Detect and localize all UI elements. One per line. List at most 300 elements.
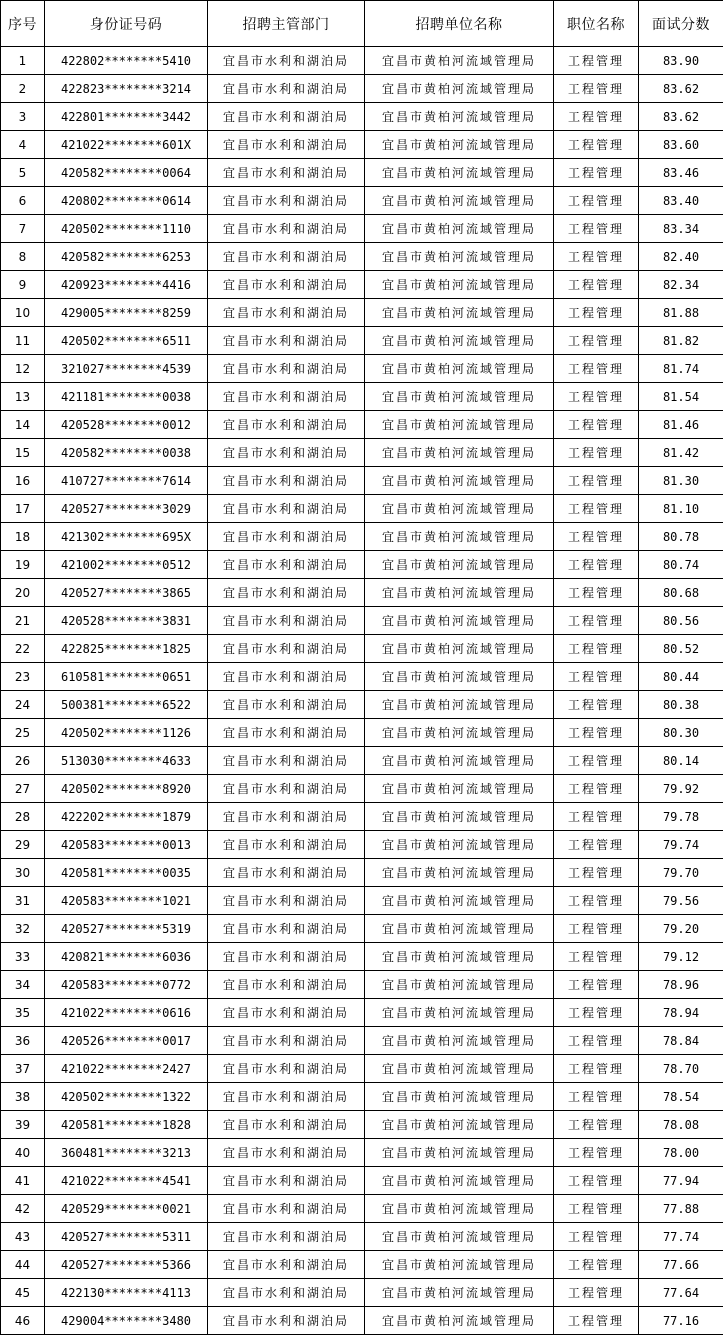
cell-score: 81.42 <box>639 439 723 467</box>
cell-id-number: 422801********3442 <box>45 103 208 131</box>
cell-score: 82.34 <box>639 271 723 299</box>
cell-seq: 45 <box>1 1279 45 1307</box>
cell-seq: 34 <box>1 971 45 999</box>
table-row <box>1 271 723 299</box>
table-row <box>1 775 723 803</box>
table-row <box>1 1251 723 1279</box>
header-id-number: 身份证号码 <box>45 1 208 47</box>
table-row <box>1 1279 723 1307</box>
table-row <box>1 943 723 971</box>
cell-id-number: 421022********4541 <box>45 1167 208 1195</box>
cell-unit: 宜昌市黄柏河流域管理局 <box>365 803 554 831</box>
cell-department: 宜昌市水利和湖泊局 <box>208 915 365 943</box>
cell-id-number: 420582********6253 <box>45 243 208 271</box>
cell-score: 81.88 <box>639 299 723 327</box>
table-row <box>1 747 723 775</box>
table-body <box>1 47 723 1335</box>
cell-seq: 31 <box>1 887 45 915</box>
cell-unit: 宜昌市黄柏河流域管理局 <box>365 159 554 187</box>
header-row <box>1 1 723 47</box>
cell-department: 宜昌市水利和湖泊局 <box>208 187 365 215</box>
table-row <box>1 1083 723 1111</box>
cell-score: 83.40 <box>639 187 723 215</box>
cell-score: 78.08 <box>639 1111 723 1139</box>
cell-department: 宜昌市水利和湖泊局 <box>208 131 365 159</box>
cell-position: 工程管理 <box>554 1055 639 1083</box>
cell-id-number: 420528********0012 <box>45 411 208 439</box>
cell-seq: 44 <box>1 1251 45 1279</box>
cell-score: 83.60 <box>639 131 723 159</box>
cell-position: 工程管理 <box>554 271 639 299</box>
cell-id-number: 420821********6036 <box>45 943 208 971</box>
cell-position: 工程管理 <box>554 411 639 439</box>
cell-position: 工程管理 <box>554 187 639 215</box>
cell-department: 宜昌市水利和湖泊局 <box>208 1251 365 1279</box>
table-row <box>1 103 723 131</box>
table-row <box>1 439 723 467</box>
cell-department: 宜昌市水利和湖泊局 <box>208 831 365 859</box>
table-row <box>1 467 723 495</box>
cell-id-number: 420582********0064 <box>45 159 208 187</box>
cell-unit: 宜昌市黄柏河流域管理局 <box>365 467 554 495</box>
cell-id-number: 321027********4539 <box>45 355 208 383</box>
cell-seq: 35 <box>1 999 45 1027</box>
cell-position: 工程管理 <box>554 691 639 719</box>
cell-score: 83.62 <box>639 103 723 131</box>
cell-position: 工程管理 <box>554 663 639 691</box>
table-row <box>1 355 723 383</box>
cell-seq: 37 <box>1 1055 45 1083</box>
cell-position: 工程管理 <box>554 1279 639 1307</box>
cell-position: 工程管理 <box>554 467 639 495</box>
cell-id-number: 420528********3831 <box>45 607 208 635</box>
cell-unit: 宜昌市黄柏河流域管理局 <box>365 383 554 411</box>
cell-unit: 宜昌市黄柏河流域管理局 <box>365 103 554 131</box>
cell-position: 工程管理 <box>554 1111 639 1139</box>
cell-score: 79.20 <box>639 915 723 943</box>
cell-score: 80.78 <box>639 523 723 551</box>
table-row <box>1 131 723 159</box>
cell-unit: 宜昌市黄柏河流域管理局 <box>365 635 554 663</box>
cell-seq: 24 <box>1 691 45 719</box>
cell-score: 79.70 <box>639 859 723 887</box>
cell-position: 工程管理 <box>554 971 639 999</box>
cell-score: 77.94 <box>639 1167 723 1195</box>
table-row <box>1 915 723 943</box>
cell-id-number: 421022********2427 <box>45 1055 208 1083</box>
table-row <box>1 1223 723 1251</box>
cell-department: 宜昌市水利和湖泊局 <box>208 943 365 971</box>
cell-unit: 宜昌市黄柏河流域管理局 <box>365 1251 554 1279</box>
cell-seq: 16 <box>1 467 45 495</box>
cell-unit: 宜昌市黄柏河流域管理局 <box>365 1279 554 1307</box>
cell-department: 宜昌市水利和湖泊局 <box>208 1111 365 1139</box>
cell-id-number: 421181********0038 <box>45 383 208 411</box>
cell-id-number: 420581********1828 <box>45 1111 208 1139</box>
cell-department: 宜昌市水利和湖泊局 <box>208 271 365 299</box>
cell-score: 80.14 <box>639 747 723 775</box>
cell-department: 宜昌市水利和湖泊局 <box>208 1167 365 1195</box>
table-row <box>1 47 723 75</box>
cell-department: 宜昌市水利和湖泊局 <box>208 467 365 495</box>
cell-position: 工程管理 <box>554 579 639 607</box>
cell-score: 79.12 <box>639 943 723 971</box>
cell-unit: 宜昌市黄柏河流域管理局 <box>365 747 554 775</box>
cell-score: 78.00 <box>639 1139 723 1167</box>
cell-department: 宜昌市水利和湖泊局 <box>208 607 365 635</box>
cell-score: 81.74 <box>639 355 723 383</box>
cell-unit: 宜昌市黄柏河流域管理局 <box>365 691 554 719</box>
cell-score: 78.70 <box>639 1055 723 1083</box>
cell-seq: 25 <box>1 719 45 747</box>
cell-position: 工程管理 <box>554 327 639 355</box>
cell-position: 工程管理 <box>554 1195 639 1223</box>
cell-id-number: 420802********0614 <box>45 187 208 215</box>
cell-score: 81.46 <box>639 411 723 439</box>
cell-department: 宜昌市水利和湖泊局 <box>208 1027 365 1055</box>
cell-position: 工程管理 <box>554 1251 639 1279</box>
cell-position: 工程管理 <box>554 103 639 131</box>
cell-department: 宜昌市水利和湖泊局 <box>208 971 365 999</box>
cell-position: 工程管理 <box>554 215 639 243</box>
cell-score: 79.78 <box>639 803 723 831</box>
header-seq: 序号 <box>1 1 45 47</box>
cell-id-number: 420923********4416 <box>45 271 208 299</box>
cell-position: 工程管理 <box>554 439 639 467</box>
cell-seq: 32 <box>1 915 45 943</box>
cell-id-number: 420527********5311 <box>45 1223 208 1251</box>
cell-unit: 宜昌市黄柏河流域管理局 <box>365 607 554 635</box>
table-row <box>1 635 723 663</box>
cell-position: 工程管理 <box>554 1027 639 1055</box>
cell-unit: 宜昌市黄柏河流域管理局 <box>365 411 554 439</box>
header-unit: 招聘单位名称 <box>365 1 554 47</box>
cell-id-number: 421022********0616 <box>45 999 208 1027</box>
cell-score: 80.56 <box>639 607 723 635</box>
cell-seq: 14 <box>1 411 45 439</box>
table-row <box>1 719 723 747</box>
cell-department: 宜昌市水利和湖泊局 <box>208 999 365 1027</box>
cell-seq: 39 <box>1 1111 45 1139</box>
cell-score: 77.88 <box>639 1195 723 1223</box>
table-row <box>1 1027 723 1055</box>
cell-id-number: 421302********695X <box>45 523 208 551</box>
cell-position: 工程管理 <box>554 831 639 859</box>
cell-seq: 41 <box>1 1167 45 1195</box>
cell-id-number: 420502********1126 <box>45 719 208 747</box>
cell-department: 宜昌市水利和湖泊局 <box>208 887 365 915</box>
cell-department: 宜昌市水利和湖泊局 <box>208 1307 365 1335</box>
cell-seq: 46 <box>1 1307 45 1335</box>
cell-id-number: 422130********4113 <box>45 1279 208 1307</box>
cell-department: 宜昌市水利和湖泊局 <box>208 1139 365 1167</box>
cell-seq: 6 <box>1 187 45 215</box>
cell-department: 宜昌市水利和湖泊局 <box>208 1279 365 1307</box>
cell-seq: 4 <box>1 131 45 159</box>
cell-id-number: 429005********8259 <box>45 299 208 327</box>
cell-unit: 宜昌市黄柏河流域管理局 <box>365 1083 554 1111</box>
table-row <box>1 1167 723 1195</box>
cell-department: 宜昌市水利和湖泊局 <box>208 1223 365 1251</box>
cell-score: 80.74 <box>639 551 723 579</box>
cell-id-number: 422825********1825 <box>45 635 208 663</box>
cell-unit: 宜昌市黄柏河流域管理局 <box>365 859 554 887</box>
cell-unit: 宜昌市黄柏河流域管理局 <box>365 355 554 383</box>
cell-id-number: 420527********5319 <box>45 915 208 943</box>
cell-score: 83.90 <box>639 47 723 75</box>
cell-score: 80.68 <box>639 579 723 607</box>
cell-unit: 宜昌市黄柏河流域管理局 <box>365 299 554 327</box>
header-department: 招聘主管部门 <box>208 1 365 47</box>
cell-seq: 13 <box>1 383 45 411</box>
cell-department: 宜昌市水利和湖泊局 <box>208 215 365 243</box>
cell-unit: 宜昌市黄柏河流域管理局 <box>365 1223 554 1251</box>
cell-score: 82.40 <box>639 243 723 271</box>
cell-seq: 30 <box>1 859 45 887</box>
cell-seq: 17 <box>1 495 45 523</box>
cell-seq: 43 <box>1 1223 45 1251</box>
cell-unit: 宜昌市黄柏河流域管理局 <box>365 1167 554 1195</box>
cell-position: 工程管理 <box>554 523 639 551</box>
cell-id-number: 421022********601X <box>45 131 208 159</box>
cell-id-number: 420583********1021 <box>45 887 208 915</box>
cell-id-number: 420502********1322 <box>45 1083 208 1111</box>
cell-seq: 29 <box>1 831 45 859</box>
table-row <box>1 187 723 215</box>
cell-position: 工程管理 <box>554 75 639 103</box>
cell-position: 工程管理 <box>554 1139 639 1167</box>
cell-department: 宜昌市水利和湖泊局 <box>208 439 365 467</box>
cell-id-number: 420583********0013 <box>45 831 208 859</box>
cell-department: 宜昌市水利和湖泊局 <box>208 1055 365 1083</box>
cell-id-number: 360481********3213 <box>45 1139 208 1167</box>
cell-score: 81.10 <box>639 495 723 523</box>
cell-department: 宜昌市水利和湖泊局 <box>208 327 365 355</box>
table-row <box>1 383 723 411</box>
cell-unit: 宜昌市黄柏河流域管理局 <box>365 271 554 299</box>
cell-score: 78.54 <box>639 1083 723 1111</box>
cell-score: 81.82 <box>639 327 723 355</box>
header-position: 职位名称 <box>554 1 639 47</box>
cell-id-number: 420582********0038 <box>45 439 208 467</box>
cell-unit: 宜昌市黄柏河流域管理局 <box>365 1027 554 1055</box>
cell-id-number: 422202********1879 <box>45 803 208 831</box>
cell-seq: 38 <box>1 1083 45 1111</box>
table-row <box>1 691 723 719</box>
cell-id-number: 422823********3214 <box>45 75 208 103</box>
table-row <box>1 607 723 635</box>
table-row <box>1 1307 723 1335</box>
cell-position: 工程管理 <box>554 943 639 971</box>
cell-position: 工程管理 <box>554 719 639 747</box>
table-row <box>1 1139 723 1167</box>
cell-unit: 宜昌市黄柏河流域管理局 <box>365 551 554 579</box>
cell-seq: 19 <box>1 551 45 579</box>
cell-id-number: 420526********0017 <box>45 1027 208 1055</box>
cell-department: 宜昌市水利和湖泊局 <box>208 355 365 383</box>
table-row <box>1 243 723 271</box>
cell-unit: 宜昌市黄柏河流域管理局 <box>365 775 554 803</box>
cell-id-number: 422802********5410 <box>45 47 208 75</box>
cell-department: 宜昌市水利和湖泊局 <box>208 691 365 719</box>
table-row <box>1 859 723 887</box>
cell-id-number: 420581********0035 <box>45 859 208 887</box>
cell-position: 工程管理 <box>554 803 639 831</box>
cell-seq: 5 <box>1 159 45 187</box>
cell-unit: 宜昌市黄柏河流域管理局 <box>365 1195 554 1223</box>
cell-position: 工程管理 <box>554 607 639 635</box>
table-row <box>1 887 723 915</box>
cell-department: 宜昌市水利和湖泊局 <box>208 47 365 75</box>
table-row <box>1 299 723 327</box>
cell-seq: 20 <box>1 579 45 607</box>
cell-department: 宜昌市水利和湖泊局 <box>208 579 365 607</box>
cell-unit: 宜昌市黄柏河流域管理局 <box>365 663 554 691</box>
cell-score: 79.56 <box>639 887 723 915</box>
cell-department: 宜昌市水利和湖泊局 <box>208 75 365 103</box>
cell-seq: 33 <box>1 943 45 971</box>
cell-id-number: 420502********6511 <box>45 327 208 355</box>
cell-seq: 26 <box>1 747 45 775</box>
cell-department: 宜昌市水利和湖泊局 <box>208 1195 365 1223</box>
cell-score: 80.30 <box>639 719 723 747</box>
cell-id-number: 420527********3029 <box>45 495 208 523</box>
cell-score: 77.64 <box>639 1279 723 1307</box>
cell-seq: 28 <box>1 803 45 831</box>
cell-department: 宜昌市水利和湖泊局 <box>208 159 365 187</box>
cell-position: 工程管理 <box>554 859 639 887</box>
cell-unit: 宜昌市黄柏河流域管理局 <box>365 943 554 971</box>
cell-score: 83.46 <box>639 159 723 187</box>
cell-score: 80.38 <box>639 691 723 719</box>
cell-unit: 宜昌市黄柏河流域管理局 <box>365 1307 554 1335</box>
cell-department: 宜昌市水利和湖泊局 <box>208 103 365 131</box>
table-row <box>1 1055 723 1083</box>
cell-department: 宜昌市水利和湖泊局 <box>208 663 365 691</box>
cell-score: 77.16 <box>639 1307 723 1335</box>
table-row <box>1 523 723 551</box>
cell-position: 工程管理 <box>554 355 639 383</box>
cell-position: 工程管理 <box>554 131 639 159</box>
cell-seq: 27 <box>1 775 45 803</box>
cell-unit: 宜昌市黄柏河流域管理局 <box>365 999 554 1027</box>
cell-unit: 宜昌市黄柏河流域管理局 <box>365 131 554 159</box>
table-row <box>1 551 723 579</box>
cell-department: 宜昌市水利和湖泊局 <box>208 243 365 271</box>
cell-position: 工程管理 <box>554 243 639 271</box>
cell-score: 83.62 <box>639 75 723 103</box>
cell-unit: 宜昌市黄柏河流域管理局 <box>365 327 554 355</box>
cell-position: 工程管理 <box>554 1307 639 1335</box>
cell-unit: 宜昌市黄柏河流域管理局 <box>365 831 554 859</box>
cell-position: 工程管理 <box>554 887 639 915</box>
table-row <box>1 327 723 355</box>
cell-score: 78.94 <box>639 999 723 1027</box>
cell-department: 宜昌市水利和湖泊局 <box>208 775 365 803</box>
table-row <box>1 411 723 439</box>
cell-seq: 36 <box>1 1027 45 1055</box>
cell-position: 工程管理 <box>554 551 639 579</box>
cell-department: 宜昌市水利和湖泊局 <box>208 551 365 579</box>
cell-unit: 宜昌市黄柏河流域管理局 <box>365 719 554 747</box>
cell-seq: 23 <box>1 663 45 691</box>
cell-seq: 9 <box>1 271 45 299</box>
cell-department: 宜昌市水利和湖泊局 <box>208 747 365 775</box>
cell-score: 78.96 <box>639 971 723 999</box>
cell-position: 工程管理 <box>554 747 639 775</box>
cell-position: 工程管理 <box>554 1223 639 1251</box>
cell-id-number: 420502********1110 <box>45 215 208 243</box>
cell-seq: 12 <box>1 355 45 383</box>
cell-department: 宜昌市水利和湖泊局 <box>208 523 365 551</box>
cell-position: 工程管理 <box>554 383 639 411</box>
cell-score: 83.34 <box>639 215 723 243</box>
table-row <box>1 803 723 831</box>
cell-id-number: 420527********5366 <box>45 1251 208 1279</box>
cell-seq: 40 <box>1 1139 45 1167</box>
cell-seq: 8 <box>1 243 45 271</box>
cell-seq: 21 <box>1 607 45 635</box>
cell-unit: 宜昌市黄柏河流域管理局 <box>365 887 554 915</box>
cell-department: 宜昌市水利和湖泊局 <box>208 1083 365 1111</box>
cell-unit: 宜昌市黄柏河流域管理局 <box>365 1139 554 1167</box>
cell-id-number: 421002********0512 <box>45 551 208 579</box>
cell-unit: 宜昌市黄柏河流域管理局 <box>365 495 554 523</box>
cell-score: 77.66 <box>639 1251 723 1279</box>
cell-seq: 1 <box>1 47 45 75</box>
table-row <box>1 831 723 859</box>
cell-score: 78.84 <box>639 1027 723 1055</box>
cell-department: 宜昌市水利和湖泊局 <box>208 719 365 747</box>
table-row <box>1 215 723 243</box>
cell-score: 81.54 <box>639 383 723 411</box>
cell-score: 79.74 <box>639 831 723 859</box>
cell-id-number: 420529********0021 <box>45 1195 208 1223</box>
cell-department: 宜昌市水利和湖泊局 <box>208 495 365 523</box>
cell-position: 工程管理 <box>554 915 639 943</box>
cell-seq: 11 <box>1 327 45 355</box>
cell-unit: 宜昌市黄柏河流域管理局 <box>365 1111 554 1139</box>
cell-department: 宜昌市水利和湖泊局 <box>208 383 365 411</box>
cell-seq: 15 <box>1 439 45 467</box>
cell-unit: 宜昌市黄柏河流域管理局 <box>365 215 554 243</box>
cell-score: 80.52 <box>639 635 723 663</box>
cell-seq: 42 <box>1 1195 45 1223</box>
cell-department: 宜昌市水利和湖泊局 <box>208 635 365 663</box>
cell-score: 81.30 <box>639 467 723 495</box>
cell-seq: 2 <box>1 75 45 103</box>
cell-position: 工程管理 <box>554 299 639 327</box>
cell-department: 宜昌市水利和湖泊局 <box>208 803 365 831</box>
cell-department: 宜昌市水利和湖泊局 <box>208 411 365 439</box>
cell-unit: 宜昌市黄柏河流域管理局 <box>365 47 554 75</box>
cell-unit: 宜昌市黄柏河流域管理局 <box>365 439 554 467</box>
cell-seq: 3 <box>1 103 45 131</box>
cell-id-number: 420583********0772 <box>45 971 208 999</box>
cell-id-number: 429004********3480 <box>45 1307 208 1335</box>
cell-position: 工程管理 <box>554 999 639 1027</box>
table-row <box>1 495 723 523</box>
cell-score: 77.74 <box>639 1223 723 1251</box>
cell-seq: 10 <box>1 299 45 327</box>
cell-id-number: 420502********8920 <box>45 775 208 803</box>
cell-unit: 宜昌市黄柏河流域管理局 <box>365 1055 554 1083</box>
table-row <box>1 75 723 103</box>
cell-id-number: 610581********0651 <box>45 663 208 691</box>
table-row <box>1 159 723 187</box>
cell-position: 工程管理 <box>554 159 639 187</box>
cell-id-number: 410727********7614 <box>45 467 208 495</box>
